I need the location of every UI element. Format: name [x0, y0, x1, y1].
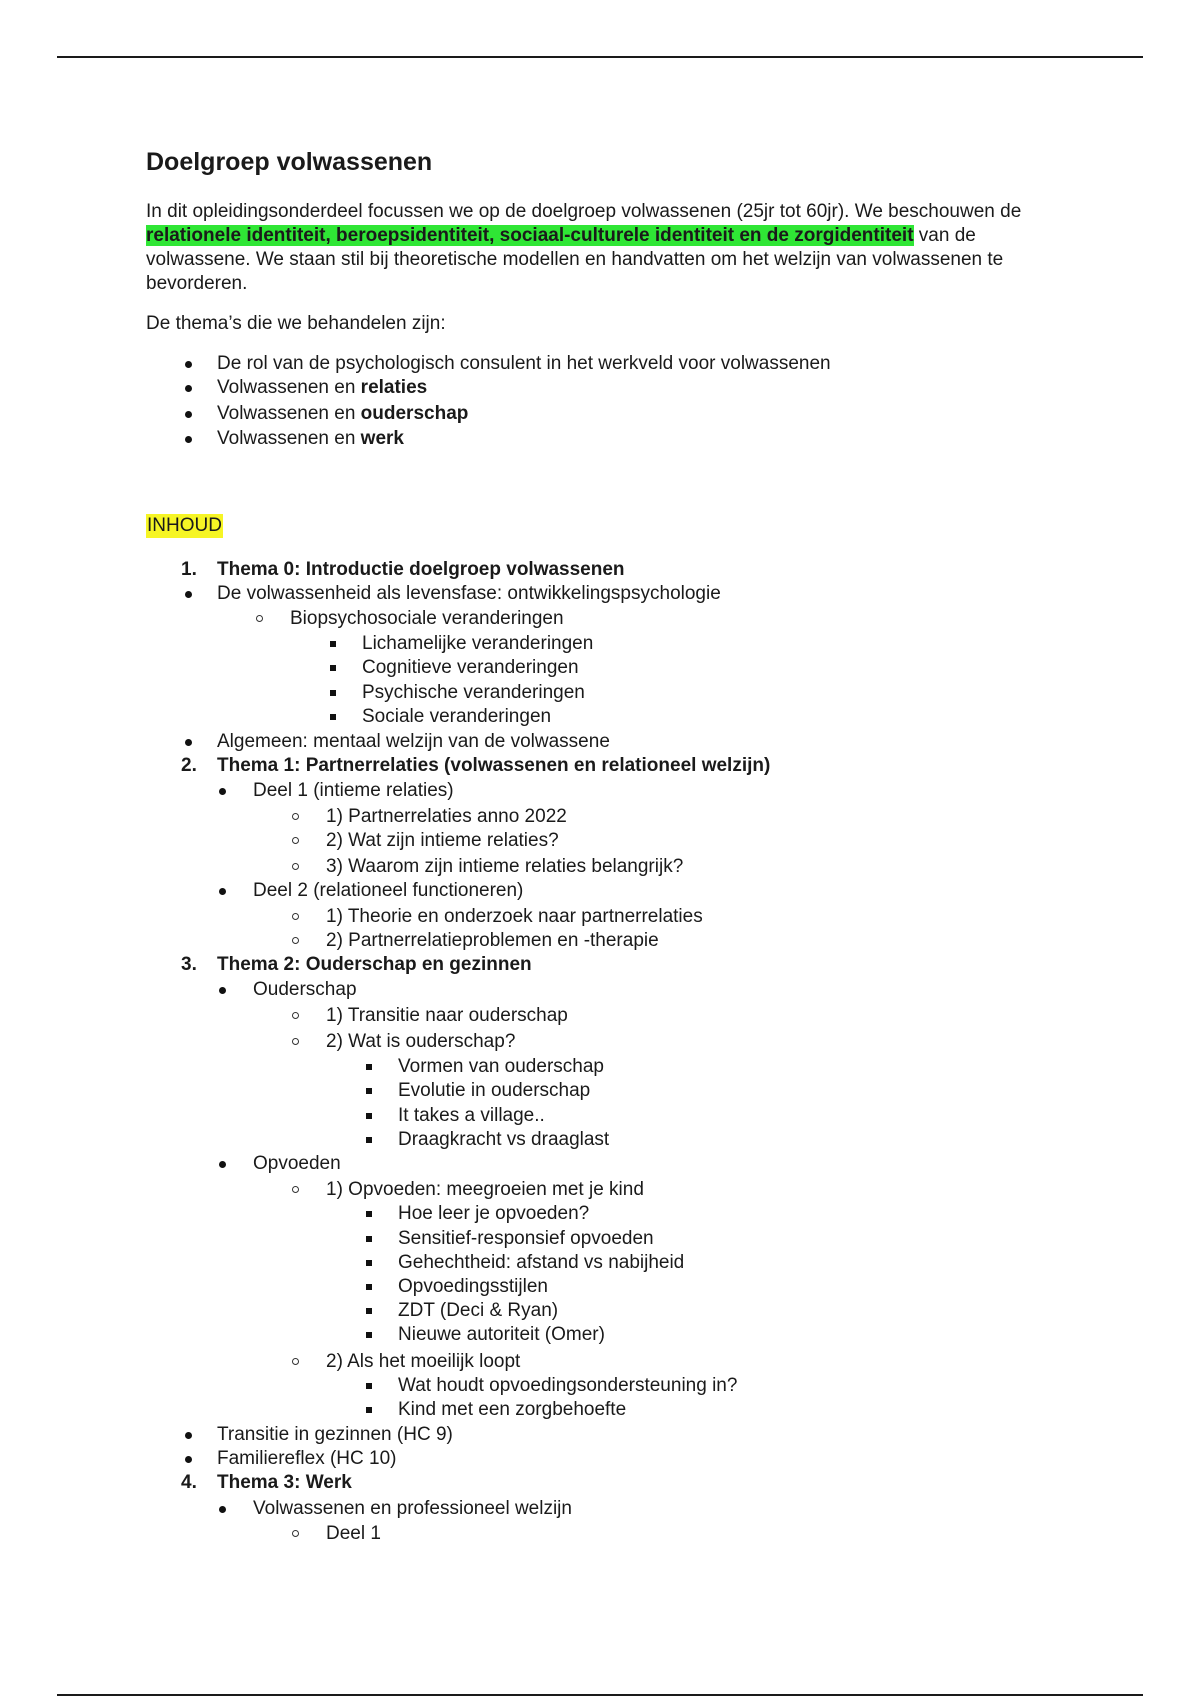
toc-item	[326, 929, 659, 953]
toc-item	[362, 681, 585, 705]
toc-item	[398, 1398, 626, 1422]
toc-item-text: Kind met een zorgbehoefte	[398, 1399, 627, 1420]
toc-item-text: Opvoedingsstijlen	[398, 1276, 548, 1297]
toc-item-text: Psychische veranderingen	[362, 682, 585, 703]
list-item-text: Volwassenen en	[217, 428, 361, 449]
list-item-text: De rol van de psychologisch consulent in het werkveld voor volwassenen	[217, 353, 831, 374]
toc-item-text: ZDT (Deci & Ryan)	[398, 1300, 559, 1321]
intro-text-1: In dit opleidingsonderdeel focussen we op de doelgroep volwassenen (25jr tot 60jr). We beschouwen de	[146, 201, 1022, 222]
square-bullet-icon	[366, 1284, 372, 1290]
toc-item	[253, 1497, 572, 1521]
toc-heading	[181, 754, 771, 778]
circle-bullet-icon	[292, 813, 299, 820]
toc-item-text: Volwassenen en professioneel welzijn	[253, 1498, 572, 1519]
square-bullet-icon	[366, 1137, 372, 1143]
square-bullet-icon	[366, 1407, 372, 1413]
toc-item-text: 2) Wat is ouderschap?	[326, 1031, 516, 1052]
footer-rule	[57, 1694, 1143, 1696]
toc-item-text: 1) Theorie en onderzoek naar partnerrelaties	[326, 906, 703, 927]
square-bullet-icon	[366, 1308, 372, 1314]
square-bullet-icon	[366, 1383, 372, 1389]
square-bullet-icon	[366, 1064, 372, 1070]
toc-item-text: Sensitief-responsief opvoeden	[398, 1228, 654, 1249]
toc-item-text: Ouderschap	[253, 979, 357, 1000]
toc-heading-text: Thema 3: Werk	[217, 1472, 352, 1493]
intro-paragraph	[146, 200, 1046, 296]
bullet-icon	[185, 739, 192, 746]
toc-item	[326, 1350, 520, 1374]
list-item-bold: relaties	[360, 377, 428, 398]
toc-item-text: De volwassenheid als levensfase: ontwikkelingspsychologie	[217, 583, 721, 604]
toc-item	[326, 855, 683, 879]
toc-item-text: Deel 1	[326, 1523, 381, 1544]
toc-item	[217, 582, 721, 606]
toc-item	[398, 1227, 654, 1251]
list-item-bold: werk	[360, 428, 404, 449]
circle-bullet-icon	[292, 837, 299, 844]
circle-bullet-icon	[292, 1038, 299, 1045]
bullet-icon	[185, 411, 192, 418]
toc-item-text: Draagkracht vs draaglast	[398, 1129, 610, 1150]
toc-item-text: 1) Transitie naar ouderschap	[326, 1005, 568, 1026]
circle-bullet-icon	[292, 863, 299, 870]
toc-item-text: Gehechtheid: afstand vs nabijheid	[398, 1252, 685, 1273]
toc-item-text: Transitie in gezinnen (HC 9)	[217, 1424, 453, 1445]
toc-item-text: It takes a village..	[398, 1105, 545, 1126]
circle-bullet-icon	[292, 1186, 299, 1193]
bullet-icon	[219, 1161, 226, 1168]
toc-item	[326, 1004, 568, 1028]
bullet-icon	[185, 436, 192, 443]
toc-item-text: 2) Als het moeilijk loopt	[326, 1351, 521, 1372]
list-item-text: Volwassenen en	[217, 403, 361, 424]
intro-text-2: van de volwassene. We staan stil bij theoretische modellen en handvatten om het welzijn van volwassenen te bevorderen.	[146, 225, 1004, 294]
square-bullet-icon	[330, 665, 336, 671]
list-item	[217, 376, 427, 400]
bullet-icon	[185, 361, 192, 368]
toc-item-text: 2) Wat zijn intieme relaties?	[326, 830, 559, 851]
bullet-icon	[185, 591, 192, 598]
toc-item-text: Wat houdt opvoedingsondersteuning in?	[398, 1375, 738, 1396]
toc-item	[326, 1030, 515, 1054]
inhoud-label: INHOUD	[147, 515, 222, 536]
toc-heading-text: Thema 1: Partnerrelaties (volwassenen en relationeel welzijn)	[217, 755, 771, 776]
circle-bullet-icon	[292, 1530, 299, 1537]
toc-item-text: 3) Waarom zijn intieme relaties belangrijk?	[326, 856, 684, 877]
toc-item-text: Cognitieve veranderingen	[362, 657, 579, 678]
bullet-icon	[219, 788, 226, 795]
toc-item	[217, 1447, 396, 1471]
toc-item-text: Opvoeden	[253, 1153, 341, 1174]
toc-item-text: Sociale veranderingen	[362, 706, 552, 727]
circle-bullet-icon	[292, 913, 299, 920]
bullet-icon	[185, 1456, 192, 1463]
intro-highlight: relationele identiteit, beroepsidentiteit, sociaal-culturele identiteit en de zorgidentiteit	[146, 225, 914, 246]
toc-item-text: Familiereflex (HC 10)	[217, 1448, 397, 1469]
toc-item	[362, 632, 593, 656]
bullet-icon	[219, 987, 226, 994]
toc-item	[253, 978, 357, 1002]
toc-item	[326, 1178, 644, 1202]
toc-item	[398, 1299, 558, 1323]
square-bullet-icon	[366, 1236, 372, 1242]
list-item-text: Volwassenen en	[217, 377, 361, 398]
list-item-bold: ouderschap	[360, 403, 469, 424]
toc-item	[326, 1522, 381, 1546]
toc-item	[253, 879, 523, 903]
toc-item-text: 1) Partnerrelaties anno 2022	[326, 806, 567, 827]
toc-item-text: Vormen van ouderschap	[398, 1056, 604, 1077]
toc-item	[362, 705, 551, 729]
square-bullet-icon	[366, 1211, 372, 1217]
toc-item	[398, 1374, 737, 1398]
toc-item	[398, 1104, 545, 1128]
list-item	[217, 427, 404, 451]
toc-item	[326, 805, 567, 829]
bullet-icon	[185, 1432, 192, 1439]
toc-item	[217, 1423, 453, 1447]
toc-item	[326, 829, 559, 853]
toc-item	[398, 1079, 590, 1103]
toc-item	[398, 1128, 609, 1152]
toc-item	[253, 779, 454, 803]
toc-item-text: Hoe leer je opvoeden?	[398, 1203, 590, 1224]
toc-item	[398, 1323, 605, 1347]
circle-bullet-icon	[292, 937, 299, 944]
square-bullet-icon	[330, 690, 336, 696]
toc-item-text: Algemeen: mentaal welzijn van de volwassene	[217, 731, 610, 752]
circle-bullet-icon	[292, 1358, 299, 1365]
toc-number: 2.	[181, 755, 197, 776]
toc-heading	[181, 953, 532, 977]
toc-item-text: Biopsychosociale veranderingen	[290, 608, 564, 629]
toc-item	[398, 1202, 589, 1226]
square-bullet-icon	[330, 641, 336, 647]
toc-item-text: Nieuwe autoriteit (Omer)	[398, 1324, 605, 1345]
toc-item	[398, 1251, 684, 1275]
toc-item	[326, 905, 703, 929]
toc-heading-text: Thema 0: Introductie doelgroep volwassenen	[217, 559, 625, 580]
square-bullet-icon	[366, 1088, 372, 1094]
toc-item	[253, 1152, 341, 1176]
toc-item-text: Deel 2 (relationeel functioneren)	[253, 880, 524, 901]
page-title: Doelgroep volwassenen	[146, 148, 433, 176]
bullet-icon	[219, 1506, 226, 1513]
toc-item-text: Deel 1 (intieme relaties)	[253, 780, 454, 801]
toc-item	[362, 656, 579, 680]
list-item	[217, 402, 468, 426]
toc-item	[217, 730, 610, 754]
toc-item-text: Lichamelijke veranderingen	[362, 633, 594, 654]
header-rule	[57, 56, 1143, 58]
toc-number: 3.	[181, 954, 197, 975]
toc-number: 4.	[181, 1472, 197, 1493]
toc-item-text: 2) Partnerrelatieproblemen en -therapie	[326, 930, 659, 951]
bullet-icon	[219, 888, 226, 895]
square-bullet-icon	[366, 1332, 372, 1338]
toc-heading	[181, 1471, 352, 1495]
toc-heading-text: Thema 2: Ouderschap en gezinnen	[217, 954, 532, 975]
square-bullet-icon	[330, 714, 336, 720]
themes-intro: De thema’s die we behandelen zijn:	[146, 313, 446, 334]
circle-bullet-icon	[256, 615, 263, 622]
circle-bullet-icon	[292, 1012, 299, 1019]
toc-item	[398, 1055, 604, 1079]
bullet-icon	[185, 385, 192, 392]
toc-item-text: 1) Opvoeden: meegroeien met je kind	[326, 1179, 644, 1200]
toc-number: 1.	[181, 559, 197, 580]
square-bullet-icon	[366, 1260, 372, 1266]
list-item	[217, 352, 831, 376]
square-bullet-icon	[366, 1113, 372, 1119]
toc-heading	[181, 558, 625, 582]
toc-item-text: Evolutie in ouderschap	[398, 1080, 591, 1101]
toc-item	[398, 1275, 548, 1299]
toc-item	[290, 607, 564, 631]
